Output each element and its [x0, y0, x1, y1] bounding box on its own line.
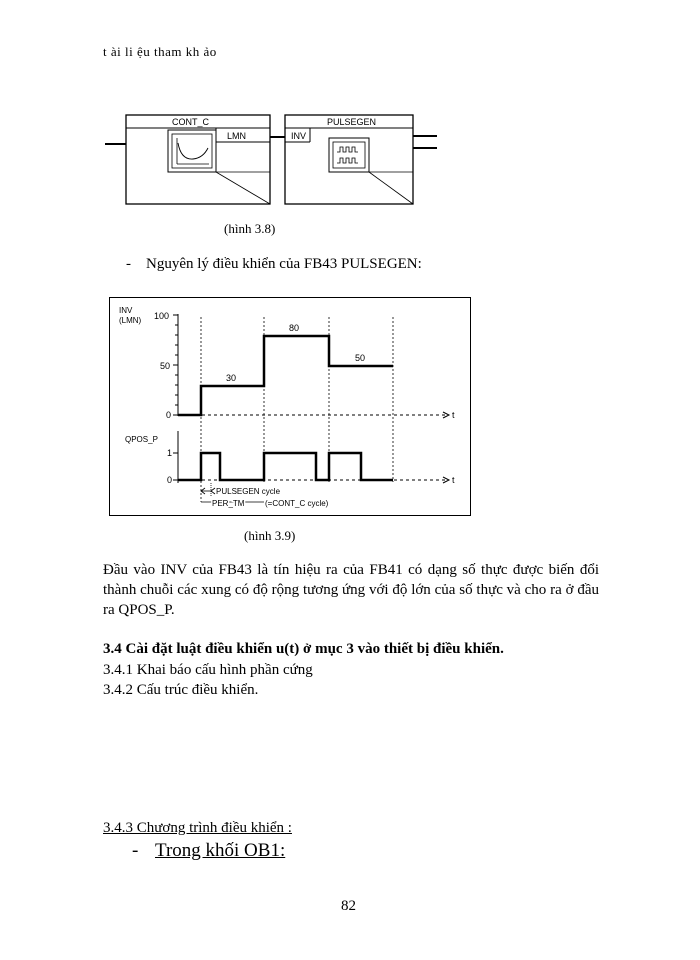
pulsegen-input-label: INV	[291, 131, 307, 141]
qpos-label: QPOS_P	[125, 435, 158, 444]
pulsegen-title: PULSEGEN	[327, 117, 377, 127]
bullet-text: Nguyên lý điều khiển của FB43 PULSEGEN:	[146, 256, 422, 272]
lmn-label: (LMN)	[119, 316, 142, 325]
q-tick-1: 1	[167, 448, 173, 458]
inv-label: INV	[119, 306, 133, 315]
page-header: t ài li ệu tham kh ảo	[103, 44, 217, 59]
bullet-2-text: Trong khối OB1:	[155, 840, 286, 861]
t-axis-lower: t	[452, 475, 455, 485]
figure-3-8-caption: (hình 3.8)	[224, 221, 276, 236]
q-tick-0: 0	[167, 475, 173, 485]
bullet-dash: -	[126, 256, 131, 272]
level-50: 50	[355, 353, 366, 363]
section-3-4-3: 3.4.3 Chương trình điều khiển :	[103, 820, 292, 836]
cont-c-output-label: LMN	[227, 131, 247, 141]
tick-0: 0	[166, 410, 172, 420]
pulsegen-block	[285, 115, 437, 204]
level-80: 80	[289, 323, 300, 333]
section-3-4-1: 3.4.1 Khai báo cấu hình phần cứng	[103, 662, 313, 678]
section-3-4-heading: 3.4 Cài đặt luật điều khiển u(t) ở mục 3 vào thiết bị điều khiển.	[103, 641, 504, 657]
figure-3-9	[109, 297, 471, 516]
body-paragraph: Đầu vào INV của FB43 là tín hiệu ra của FB41 có dạng số thực được biến đổi thành chuỗi các xung có độ rộng tương ứng với độ lớn của số thực và cho ra ở đầu ra QPOS_P.	[103, 562, 599, 618]
tick-50: 50	[160, 361, 171, 371]
figure-3-8	[105, 108, 445, 208]
cont-c-block	[105, 115, 285, 204]
section-3-4-2: 3.4.2 Cấu trúc điều khiển.	[103, 682, 259, 698]
pulsegen-cycle-label: PULSEGEN cycle	[216, 487, 281, 496]
level-30: 30	[226, 373, 237, 383]
figure-3-9-caption: (hình 3.9)	[244, 528, 296, 543]
tick-100: 100	[154, 311, 170, 321]
cont-c-title: CONT_C	[172, 117, 210, 127]
t-axis-upper: t	[452, 410, 455, 420]
cont-c-cycle-label: (=CONT_C cycle)	[265, 499, 329, 508]
page-number: 82	[341, 898, 356, 914]
bullet-2-dash: -	[132, 840, 139, 861]
per-tm-label: PER_TM	[212, 499, 245, 508]
